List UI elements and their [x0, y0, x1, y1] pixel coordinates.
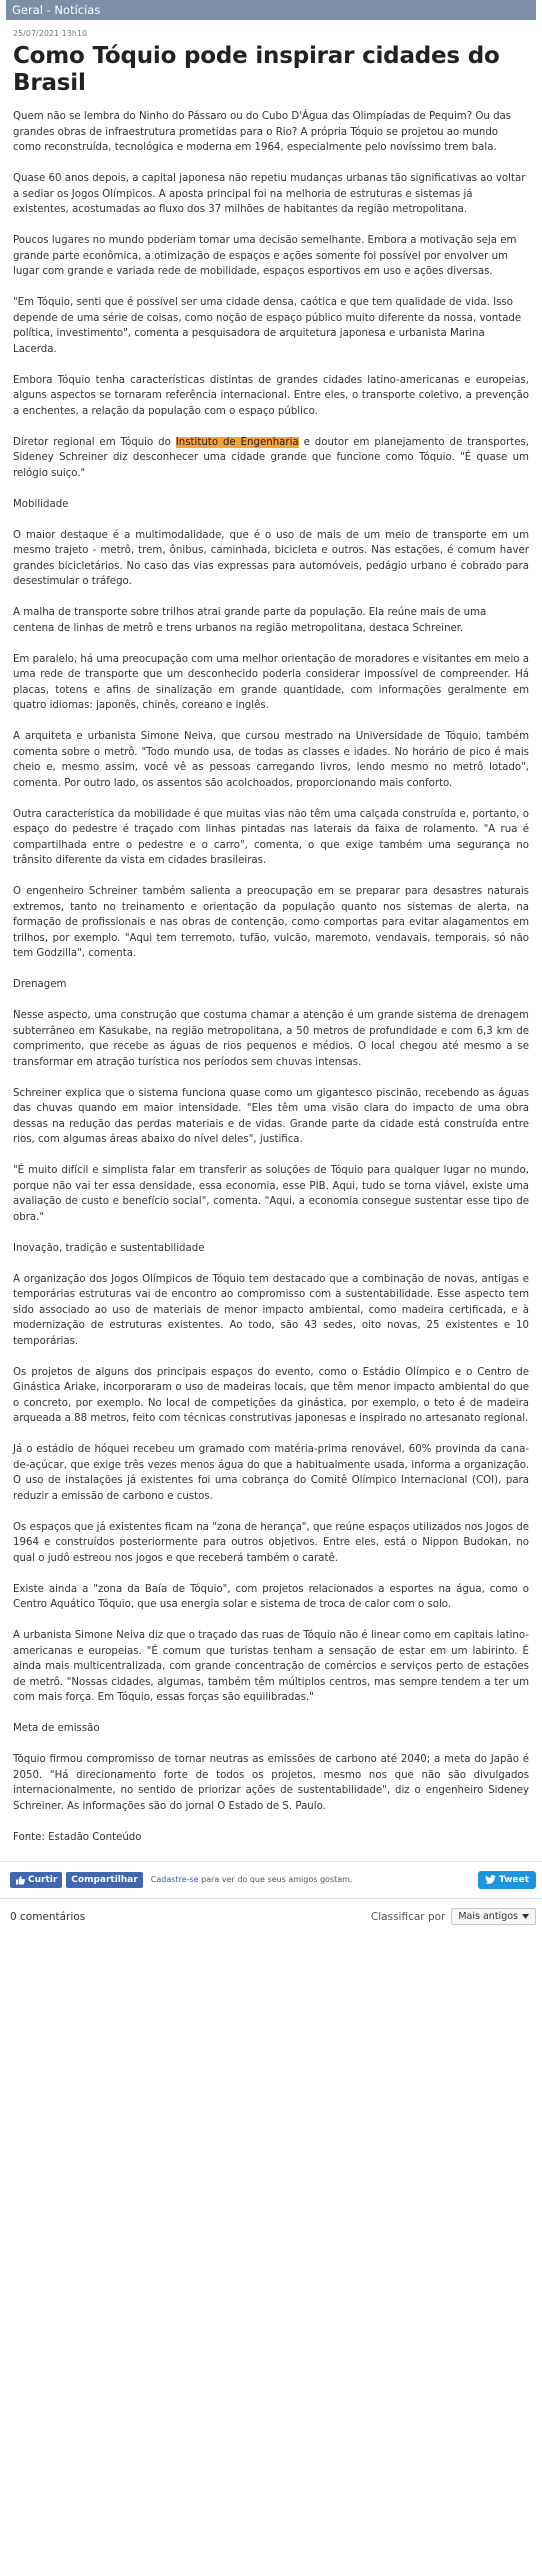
- article-paragraph: Schreiner explica que o sistema funciona quase como um gigantesco piscinão, recebendo as águas das chuvas quando em maior intensidade. "Eles têm uma visão clara do impacto de uma obra dessas na redução das perdas materiais e de vidas. Grande parte da cidade está construída entre rios, com algumas áreas abaixo do nível deles", justifica.: [13, 1087, 529, 1145]
- paragraph-text: Diretor regional em Tóquio do: [13, 436, 176, 448]
- signup-suffix: para ver do que seus amigos gostam.: [198, 1875, 353, 1884]
- sort-value: Mais antigos: [458, 1911, 518, 1922]
- article-paragraph: Os projetos de alguns dos principais espaços do evento, como o Estádio Olímpico e o Centro de Ginástica Ariake, incorporaram o uso de madeiras locais, que têm menor impacto ambiental do que o concreto, por exemplo. No local de competições da ginástica, por exemplo, o teto é de madeira arqueada a 88 metros, feito com técnicas construtivas japonesas e inspirado no artesanato regional.: [13, 1366, 529, 1424]
- article-paragraph: Quase 60 anos depois, a capital japonesa não repetiu mudanças urbanas tão significativas ao voltar a sediar os Jogos Olímpicos. A aposta principal foi na melhoria de estruturas e sistemas já existentes, acostumadas ao fluxo dos 37 milhões de habitantes da região metropolitana.: [13, 173, 526, 215]
- article-paragraph: Tóquio firmou compromisso de tornar neutras as emissões de carbono até 2040; a meta do Japão é 2050. "Há direcionamento forte de todos os projetos, mesmo nos que não são divulgados internacionalmente, no sentido de priorizar ações de sustentabilidade", diz o engenheiro Sideney Schreiner. As informações são do jornal O Estado de S. Paulo.: [13, 1754, 529, 1812]
- article-paragraph: [13, 435, 529, 482]
- subheading-inovacao: Inovação, tradição e sustentabilidade: [13, 1242, 205, 1254]
- tweet-button[interactable]: [478, 1871, 536, 1889]
- article-title: Como Tóquio pode inspirar cidades do Brasil: [13, 43, 500, 96]
- section-header: [6, 0, 536, 20]
- subheading-mobilidade: Mobilidade: [13, 498, 69, 510]
- article-date: 25/07/2021 13h10: [13, 29, 88, 38]
- tweet-label: Tweet: [499, 1874, 529, 1885]
- comments-header: [0, 1899, 542, 1935]
- article-paragraph: "Em Tóquio, senti que é possível ser uma cidade densa, caótica e que tem qualidade de vida. Isso depende de uma série de coisas, como noção de espaço público muito diferente da nossa, vontade política, investimento", comenta a pesquisadora de arquitetura japonesa e urbanista Marina Lacerda.: [13, 297, 522, 355]
- facebook-signup-text: [151, 1875, 353, 1884]
- article-paragraph: Outra característica da mobilidade é que muitas vias não têm uma calçada construída e, portanto, o espaço do pedestre é traçado com linhas pintadas nas laterais da faixa de rolamento. "A rua é compartilhada entre o pedestre e o carro", comenta, o que exige também uma segurança no trânsito diferente da vista em cidades brasileiras.: [13, 808, 529, 866]
- signup-link[interactable]: Cadastre-se: [150, 1875, 199, 1884]
- article-paragraph: Já o estádio de hóquei recebeu um gramado com matéria-prima renovável, 60% provinda da cana-de-açúcar, que exige três vezes menos água do que a habitualmente usada, informa a organização. O uso de instalações já existentes foi uma cobrança do Comitê Olímpico Internacional (COI), para reduzir a emissão de carbono e custos.: [13, 1444, 529, 1502]
- share-bar: [0, 1862, 542, 1899]
- article-paragraph: Quem não se lembra do Ninho do Pássaro ou do Cubo D'Água das Olimpíadas de Pequim? Ou das grandes obras de infraestrutura prometidas para o Rio? A própria Tóquio se projetou ao mundo como reconstruída, tecnológica e moderna em 1964, especialmente pelo novíssimo trem bala.: [13, 111, 512, 153]
- article-paragraph: Existe ainda a "zona da Baía de Tóquio", com projetos relacionados a esportes na água, como o Centro Aquático Tóquio, que usa energia solar e sistema de troca de calor com o solo.: [13, 1583, 529, 1610]
- facebook-share-button[interactable]: [66, 1872, 143, 1888]
- comments-count: 0 comentários: [10, 1910, 86, 1923]
- sort-label: Classificar por: [370, 1910, 446, 1923]
- facebook-like-button[interactable]: [10, 1872, 62, 1888]
- subheading-drenagem: Drenagem: [13, 979, 67, 990]
- article-paragraph: "É muito difícil e simplista falar em transferir as soluções de Tóquio para qualquer lugar no mundo, porque não vai ter essa densidade, essa economia, esse PIB. Aqui, tudo se torna viável, existe uma avaliação de custo e benefício social", comenta. "Aqui, a economia consegue sustentar esse tipo de obra.": [13, 1165, 529, 1223]
- article-paragraph: O engenheiro Schreiner também salienta a preocupação em se preparar para desastres naturais extremos, tanto no treinamento e orientação da população quanto nos sistemas de alerta, na formação de profissionais e nas obras de contenção, como comportas para evitar alagamentos em trilhos, por exemplo. "Aqui tem terremoto, tufão, vulcão, maremoto, vendavais, temporais, só não tem Godzilla", comenta.: [13, 886, 529, 959]
- sort-dropdown[interactable]: [451, 1908, 536, 1925]
- share-label: Compartilhar: [71, 1874, 138, 1885]
- subheading-meta-emissao: Meta de emissão: [13, 1723, 100, 1734]
- article-paragraph: O maior destaque é a multimodalidade, que é o uso de mais de um meio de transporte em um mesmo trajeto - metrô, trem, ônibus, caminhada, bicicleta e outros. Nas estações, é comum haver grandes bicicletários. No caso das vias expressas para automóveis, pedágio urbano é cobrado para desestimular o tráfego.: [13, 529, 529, 587]
- article-paragraph: A organização dos Jogos Olímpicos de Tóquio tem destacado que a combinação de novas, antigas e temporárias estruturas vai de encontro ao compromisso com a sustentabilidade. Esse aspecto tem sido associado ao uso de materiais de menor impacto ambiental, como madeira certificada, e à modernização de estruturas existentes. Ao todo, são 43 sedes, oito novas, 25 existentes e 10 temporárias.: [13, 1273, 529, 1347]
- twitter-bird-icon: [485, 1875, 496, 1884]
- article-paragraph: Nesse aspecto, uma construção que costuma chamar a atenção é um grande sistema de drenagem subterrâneo em Kasukabe, na região metropolitana, a 50 metros de profundidade e com 6,3 km de comprimento, que recebe as águas de rios pequenos e médios. O local chegou até mesmo a se transformar em atração turística nos períodos sem chuvas intensas.: [13, 1010, 529, 1068]
- section-title: Geral - Notícias: [12, 3, 101, 17]
- article-paragraph: A malha de transporte sobre trilhos atrai grande parte da população. Ela reúne mais de uma centena de linhas de metrô e trens urbanos na região metropolitana, destaca Schreiner.: [13, 607, 487, 634]
- article-source: Fonte: Estadão Conteúdo: [13, 1831, 142, 1843]
- article-paragraph: A urbanista Simone Neiva diz que o traçado das ruas de Tóquio não é linear como em capitais latino-americanas e europeias. "É comum que turistas tenham a sensação de estar em um labirinto. É ainda mais multicentralizada, com grande concentração de comércios e serviços perto de estações de metrô. "Nossas cidades, algumas, também têm múltiplos centros, mas sempre tendem a ter um com mais força. Em Tóquio, essas forças são equilibradas.": [13, 1630, 529, 1703]
- like-label: Curtir: [28, 1874, 58, 1885]
- article-paragraph: Os espaços que já existentes ficam na "zona de herança", que reúne espaços utilizados nos Jogos de 1964 e construídos posteriormente para outros objetivos. Entre eles, está o Nippon Budokan, no qual o judô estreou nos jogos e que receberá também o caratê.: [13, 1521, 529, 1564]
- article: [0, 29, 542, 1845]
- article-paragraph: Poucos lugares no mundo poderiam tomar uma decisão semelhante. Embora a motivação seja em grande parte econômica, a otimização de espaços e ações somente foi possível por envolver um lugar com grande e variada rede de mobilidade, espaços esportivos em uso e ações diversas.: [13, 235, 517, 277]
- article-paragraph: Em paralelo, há uma preocupação com uma melhor orientação de moradores e visitantes em meio a uma rede de transporte que um desconhecido poderia considerar impossível de compreender. Há placas, totens e afins de sinalização em grande quantidade, com informações geralmente em quatro idiomas: japonês, chinês, coreano e inglês.: [13, 653, 529, 711]
- highlighted-term: Instituto de Engenharia: [175, 436, 299, 448]
- chevron-down-icon: [522, 1914, 529, 1919]
- thumbs-up-icon: [15, 1875, 25, 1885]
- article-paragraph: Embora Tóquio tenha características distintas de grandes cidades latino-americanas e europeias, alguns aspectos se tornaram referência internacional. Entre eles, o transporte coletivo, a prevenção a enchentes, a relação da população com o espaço público.: [13, 374, 529, 417]
- paragraph-text: e doutor em planejamento de transportes, Sideney Schreiner diz desconhecer uma cidade grande que funcione como Tóquio. "É quase um relógio suiço.": [13, 436, 530, 479]
- article-paragraph: A arquiteta e urbanista Simone Neiva, que cursou mestrado na Universidade de Tóquio, também comenta sobre o metrô. "Todo mundo usa, de todas as classes e idades. No horário de pico é mais cheio e, mesmo assim, você vê as pessoas carregando livros, lendo mesmo no metrô lotado", comenta. Por outro lado, os assentos são acolchoados, proporcionando mais conforto.: [13, 731, 529, 789]
